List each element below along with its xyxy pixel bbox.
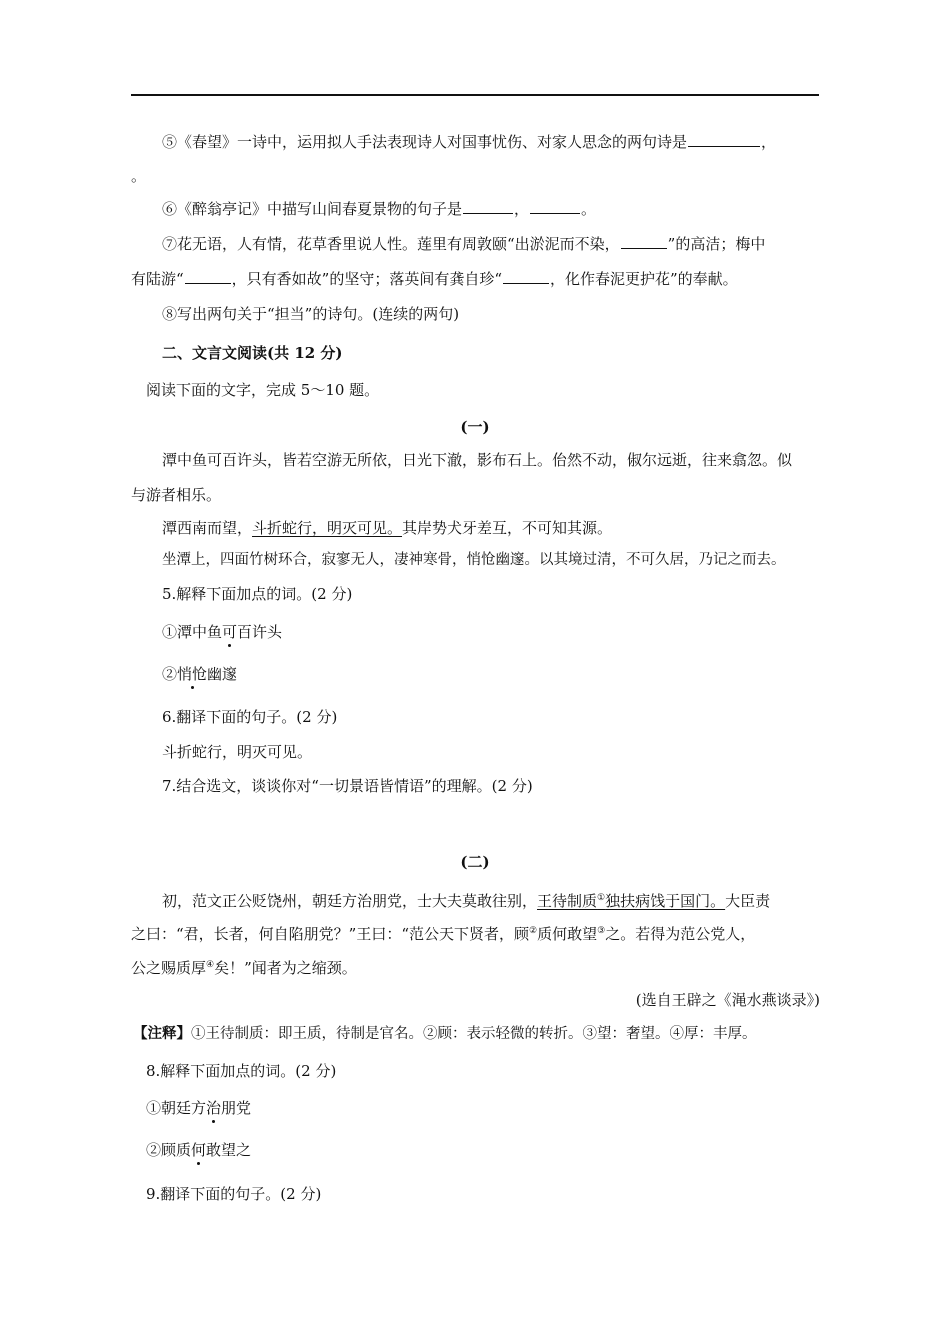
answer-blank[interactable] (621, 233, 667, 249)
underlined-sentence: 王待制质①独扶病饯于国门。 (537, 892, 726, 910)
poetry-q7-line2: 有陆游“ ，只有香如故”的坚守；落英间有龚自珍“ ，化作春泥更护花”的奉献。 (131, 270, 738, 288)
question-8-item-1: ①朝廷方治朋党 (146, 1099, 252, 1117)
passage2-line2: 之曰：“君，长者，何自陷朋党？”王曰：“范公天下贤者，顾②质何敢望③之。若得为范公党人， (131, 925, 756, 943)
question-8-item-2: ②顾质何敢望之 (146, 1141, 252, 1159)
passage1-p1-line2: 与游者相乐。 (131, 486, 222, 504)
question-6-sentence: 斗折蛇行，明灭可见。 (162, 743, 313, 761)
question-9: 9.翻译下面的句子。(2 分) (146, 1185, 322, 1203)
poetry-q5: ⑤《春望》一诗中，运用拟人手法表现诗人对国事忧伤、对家人思念的两句诗是 ， (162, 133, 777, 151)
poetry-q5-end: 。 (131, 167, 147, 185)
passage1-p2: 潭西南而望，斗折蛇行，明灭可见。其岸势犬牙差互，不可知其源。 (162, 519, 613, 537)
top-rule (131, 94, 819, 96)
passage2-line1: 初，范文正公贬饶州，朝廷方治朋党，士大夫莫敢往别，王待制质①独扶病饯于国门。大臣责 (162, 892, 771, 910)
passage1-p3: 坐潭上，四面竹树环合，寂寥无人，凄神寒骨，悄怆幽邃。以其境过清，不可久居，乃记之而去。 (162, 552, 786, 568)
underlined-sentence: 斗折蛇行，明灭可见。 (252, 519, 403, 537)
poetry-q6: ⑥《醉翁亭记》中描写山间春夏景物的句子是 ， 。 (162, 200, 597, 218)
passage2-notes: 【注释】①王待制质：即王质，待制是官名。②顾：表示轻微的转折。③望：奢望。④厚：丰厚。 (133, 1025, 757, 1042)
passage2-source: (选自王辟之《渑水燕谈录》) (635, 991, 820, 1009)
passage2-line3: 公之赐质厚④矣！”闻者为之缩颈。 (131, 959, 357, 977)
passage1-p1-line1: 潭中鱼可百许头，皆若空游无所依，日光下澈，影布石上。佁然不动，俶尔远逝，往来翕忽。似 (162, 451, 793, 469)
passage1-label: (一) (460, 418, 490, 436)
poetry-q8: ⑧写出两句关于“担当”的诗句。(连续的两句) (162, 305, 460, 323)
question-5-item-1: ①潭中鱼可百许头 (162, 623, 283, 641)
section-heading: 二、文言文阅读(共 12 分) (162, 344, 343, 362)
question-6: 6.翻译下面的句子。(2 分) (162, 708, 338, 726)
section-instruction: 阅读下面的文字，完成 5～10 题。 (146, 381, 380, 399)
dotted-word: 治 (206, 1099, 222, 1117)
answer-blank[interactable] (503, 268, 549, 284)
dotted-word: 悄怆 (177, 665, 208, 683)
question-7: 7.结合选文，谈谈你对“一切景语皆情语”的理解。(2 分) (162, 777, 533, 795)
poetry-q7-line1: ⑦花无语，人有情，花草香里说人性。莲里有周敦颐“出淤泥而不染， ”的高洁；梅中 (162, 235, 766, 253)
passage2-label: (二) (460, 853, 490, 871)
question-5-item-2: ②悄怆幽邃 (162, 665, 238, 683)
answer-blank[interactable] (530, 198, 580, 214)
dotted-word: 何 (191, 1141, 207, 1159)
answer-blank[interactable] (185, 268, 231, 284)
answer-blank[interactable] (463, 198, 513, 214)
question-5: 5.解释下面加点的词。(2 分) (162, 585, 353, 603)
dotted-word: 可 (222, 623, 238, 641)
question-8: 8.解释下面加点的词。(2 分) (146, 1062, 337, 1080)
answer-blank[interactable] (688, 131, 760, 147)
